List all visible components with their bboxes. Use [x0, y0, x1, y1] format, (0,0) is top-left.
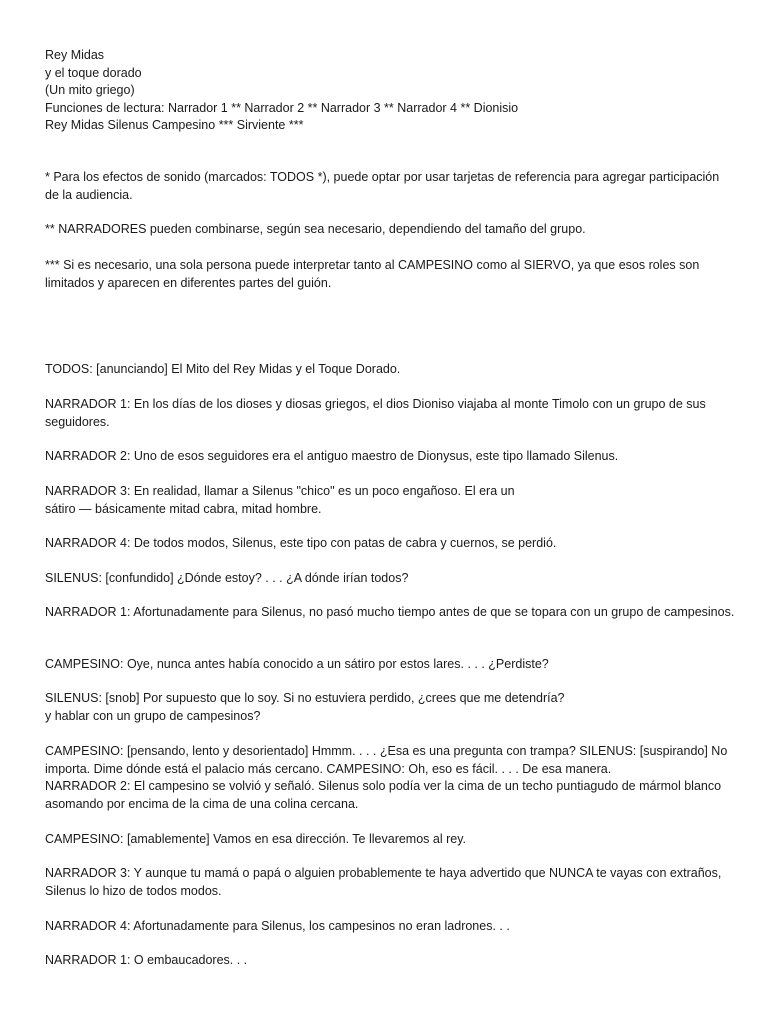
script-line: NARRADOR 4: Afortunadamente para Silenus, los campesinos no eran ladrones. . .: [45, 919, 510, 933]
document-header: Rey Midas y el toque dorado (Un mito griego) Funciones de lectura: Narrador 1 ** Narrador 2 ** Narrador 3 ** Narrador 4 ** Dionisio Rey Midas Silenus Campesino *** Sirviente ***: [45, 48, 519, 132]
note-narrators: ** NARRADORES pueden combinarse, según sea necesario, dependiendo del tamaño del grupo.: [45, 222, 586, 236]
script-line: NARRADOR 1: O embaucadores. . .: [45, 953, 248, 967]
script-line: NARRADOR 1: Afortunadamente para Silenus, no pasó mucho tiempo antes de que se topara con un grupo de campesinos.: [45, 605, 735, 619]
script-line: TODOS: [anunciando] El Mito del Rey Midas y el Toque Dorado.: [45, 362, 401, 376]
note-sound-effects: * Para los efectos de sonido (marcados: TODOS *), puede optar por usar tarjetas de referencia para agregar participación de la audiencia.: [45, 170, 720, 202]
script-line: SILENUS: [confundido] ¿Dónde estoy? . . . ¿A dónde irían todos?: [45, 571, 409, 585]
script-line: CAMPESINO: [amablemente] Vamos en esa dirección. Te llevaremos al rey.: [45, 832, 467, 846]
script-line: SILENUS: [snob] Por supuesto que lo soy. Si no estuviera perdido, ¿crees que me detendría? y hablar con un grupo de campesinos?: [45, 691, 565, 723]
script-line: NARRADOR 1: En los días de los dioses y diosas griegos, el dios Dioniso viajaba al monte Timolo con un grupo de sus seguidores.: [45, 397, 706, 429]
note-single-actor: *** Si es necesario, una sola persona puede interpretar tanto al CAMPESINO como al SIERVO, ya que esos roles son limitados y aparecen en diferentes partes del guión.: [45, 258, 700, 290]
script-line: CAMPESINO: [pensando, lento y desorientado] Hmmm. . . . ¿Esa es una pregunta con trampa? SILENUS: [suspirando] No importa. Dime dónde está el palacio más cercano. CAMPESINO: Oh, eso es fácil. . . . De esa manera. NARRADOR 2: El campesino se volvió y señaló. Silenus solo podía ver la cima de un techo puntiagudo de mármol blanco asomando por encima de la cima de una colina cercana.: [45, 744, 728, 811]
script-line: NARRADOR 3: En realidad, llamar a Silenus "chico" es un poco engañoso. El era un sátiro — básicamente mitad cabra, mitad hombre.: [45, 484, 515, 516]
script-line: CAMPESINO: Oye, nunca antes había conocido a un sátiro por estos lares. . . . ¿Perdiste?: [45, 657, 549, 671]
script-line: NARRADOR 3: Y aunque tu mamá o papá o alguien probablemente te haya advertido que NUNCA te vayas con extraños, Silenus lo hizo de todos modos.: [45, 866, 722, 898]
script-line: NARRADOR 4: De todos modos, Silenus, este tipo con patas de cabra y cuernos, se perdió.: [45, 536, 557, 550]
script-line: NARRADOR 2: Uno de esos seguidores era el antiguo maestro de Dionysus, este tipo llamado Silenus.: [45, 449, 619, 463]
